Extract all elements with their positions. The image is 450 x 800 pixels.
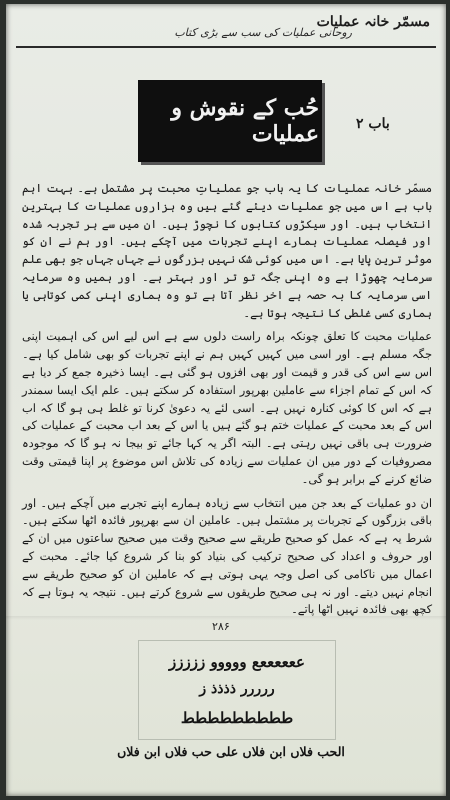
- chapter-number: باب ۲: [356, 116, 390, 132]
- sigil-row-2: ررررر ذذذذ ز: [199, 681, 275, 697]
- sigil-formula: الحب فلاں ابن فلاں علی حب فلاں ابن فلاں: [117, 744, 345, 759]
- paragraph: مسمّر خانہ عملیات کا یہ باب جو عملیاتِ محبت پر مشتمل ہے۔ بہت اہم باب ہے اس میں جو عملیات دیئے گئے ہیں وہ ہزاروں عملیات کا بہترین انتخاب ہیں۔ اور سیکڑوں کتابوں کا نچوڑ ہیں۔ ان میں سے ہر تجربہ شدہ اور فیصلہ عملیات ہمارے اپنے تجربات میں آچکے ہیں۔ اور ہم نے ان کو موثر ترین پایا ہے۔ اس میں کوئی شک نہیں بزرگوں نے جہاں جہاں جو بھی علم سرمایہ چھوڑا ہے وہ اپنی جگہ تو تر اور بہتر ہے۔ اور ہمیں وہ سرمایہ اسی سرمایہ کا بہ حصہ ہے اخر نظر آتا ہے تو وہ ہماری اپنی کمی کوتاہی یا ہماری کسی غلطی کا نتیجہ ہوتا ہے۔: [22, 181, 432, 320]
- scanned-page: [6, 4, 446, 796]
- sigil-row-1: ععععععع ووووو ززززز: [169, 653, 305, 671]
- paragraph: ان دو عملیات کے بعد جن میں انتخاب سے زیادہ ہمارے اپنے تجربے میں آچکے ہیں۔ اور باقی بزرگوں کے تجربات پر مشتمل ہیں۔ عاملین ان سے بھرپور فائدہ اٹھا سکتے ہیں۔ شرط یہ ہے کہ عمل کو صحیح طریقے سے صحیح وقت میں صحیح ساعتوں میں ان کے اور حروف و اعداد کی صحیح ترکیب کی بنیاد کو بنا کر شروع کیا جائے۔ محبت کے اعمال میں ناکامی کی اصل وجہ یہی ہوتی ہے کہ عاملین ان کو صحیح طریقے سے انجام نہیں دیتے۔ اور نہ ہی صحیح طریقوں سے شروع کرتے ہیں۔ نتیجہ یہ ہوتا ہے کہ کچھ بھی فائدہ نہیں اٹھا پاتے۔: [22, 495, 432, 617]
- sigil-row-3: ططططططططط: [180, 709, 294, 727]
- page-number: ۲۸۶: [212, 620, 230, 633]
- book-tagline: روحانی عملیات کی سب سے بڑی کتاب: [174, 26, 352, 39]
- page-header: [16, 12, 436, 48]
- chapter-body: [22, 180, 432, 625]
- naqsh-sigil: [138, 640, 336, 740]
- paragraph: عملیات محبت کا تعلق چونکہ براہ راست دلوں سے ہے اس لیے اس کی اہمیت اپنی جگہ مسلم ہے۔ اور اسی میں کہیں کہیں ہم نے اپنے تجربات کو بھی شامل کیا ہے۔ اس سے اس کی قدر و قیمت اور بھی افزوں ہو گئی ہے۔ ایسا ذخیرہ جمع کر دیا ہے کہ اس کے تمام اجزاء سے عاملین بھرپور استفادہ کر سکتے ہیں۔ علم ایک ایسا سمندر ہے کہ اس کا کوئی کنارہ نہیں ہے۔ اسی لئے یہ دعویٰ کرنا تو غلط ہی ہو گا کہ اب اس کے بعد محبت کے عملیات ختم ہو گئے ہیں یا اس کے بعد اب محبت کے عملیات کی ضرورت ہی باقی نہیں رہتی ہے۔ البتہ اگر یہ کہا جائے تو بیجا نہ ہو گا کہ موجودہ مصروفیات کے دور میں ان عملیات سے زیادہ کی تلاش اس موضوع پر اپنا قیمتی وقت ضائع کرنے کے برابر ہو گی۔: [22, 329, 432, 486]
- chapter-title-box: [138, 80, 322, 162]
- chapter-title: حُب کے نقوش و عملیات: [171, 95, 319, 147]
- book-brand: مسمّر خانہ عملیات: [316, 14, 430, 30]
